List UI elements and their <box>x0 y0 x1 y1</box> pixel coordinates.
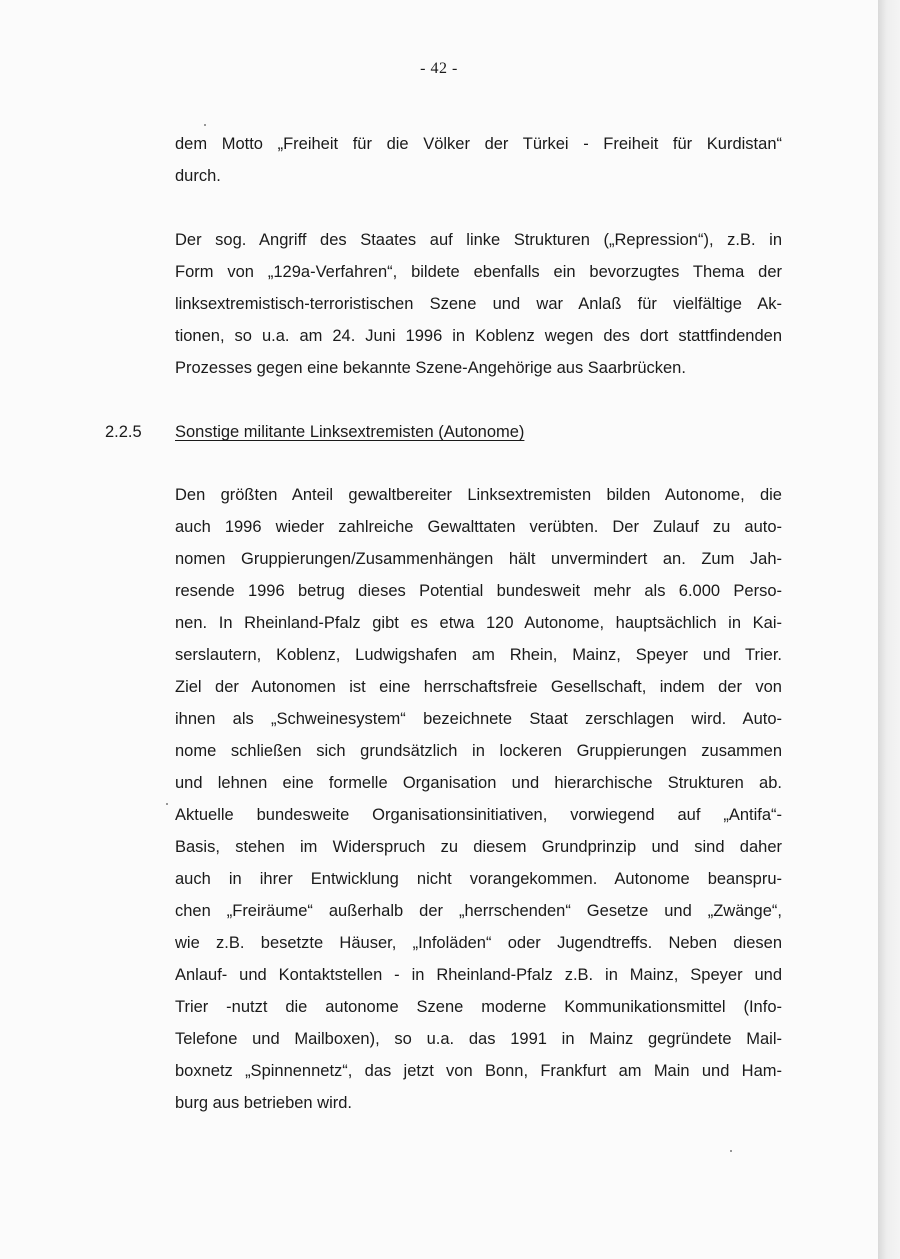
text-line: Trier -nutzt die autonome Szene moderne Kommunikationsmittel (Info- <box>175 998 782 1016</box>
text-line: Aktuelle bundesweite Organisationsinitiativen, vorwiegend auf „Antifa“- <box>175 806 782 824</box>
text-line: nome schließen sich grundsätzlich in lockeren Gruppierungen zusammen <box>175 742 782 760</box>
text-line: auch 1996 wieder zahlreiche Gewalttaten verübten. Der Zulauf zu auto- <box>175 518 782 536</box>
text-line: serslautern, Koblenz, Ludwigshafen am Rhein, Mainz, Speyer und Trier. <box>175 646 782 664</box>
text-line: Der sog. Angriff des Staates auf linke Strukturen („Repression“), z.B. in <box>175 231 782 249</box>
text-line: Basis, stehen im Widerspruch zu diesem Grundprinzip und sind daher <box>175 838 782 856</box>
section-number: 2.2.5 <box>105 423 142 441</box>
paragraph-autonome <box>175 479 782 1119</box>
scan-speck <box>204 124 206 126</box>
text-line: Anlauf- und Kontaktstellen - in Rheinland-Pfalz z.B. in Mainz, Speyer und <box>175 966 782 984</box>
page-number: - 42 - <box>420 60 458 77</box>
text-line: tionen, so u.a. am 24. Juni 1996 in Koblenz wegen des dort stattfindenden <box>175 327 782 345</box>
scan-speck <box>730 1150 732 1152</box>
text-line: Prozesses gegen eine bekannte Szene-Angehörige aus Saarbrücken. <box>175 359 686 377</box>
text-line: nen. In Rheinland-Pfalz gibt es etwa 120 Autonome, hauptsächlich in Kai- <box>175 614 782 632</box>
text-line: burg aus betrieben wird. <box>175 1094 353 1112</box>
text-line: durch. <box>175 167 221 185</box>
paragraph-repression <box>175 224 782 384</box>
text-line: boxnetz „Spinnennetz“, das jetzt von Bonn, Frankfurt am Main und Ham- <box>175 1062 782 1080</box>
text-line: Telefone und Mailboxen), so u.a. das 1991 in Mainz gegründete Mail- <box>175 1030 782 1048</box>
text-line: auch in ihrer Entwicklung nicht vorangekommen. Autonome beanspru- <box>175 870 782 888</box>
text-line: Ziel der Autonomen ist eine herrschaftsfreie Gesellschaft, indem der von <box>175 678 782 696</box>
page-edge-shadow <box>878 0 900 1259</box>
scan-speck <box>166 803 168 805</box>
text-line: ihnen als „Schweinesystem“ bezeichnete Staat zerschlagen wird. Auto- <box>175 710 782 728</box>
text-line: Form von „129a-Verfahren“, bildete ebenfalls ein bevorzugtes Thema der <box>175 263 782 281</box>
text-line: Den größten Anteil gewaltbereiter Linksextremisten bilden Autonome, die <box>175 486 782 504</box>
text-line: resende 1996 betrug dieses Potential bundesweit mehr als 6.000 Perso- <box>175 582 782 600</box>
text-line: dem Motto „Freiheit für die Völker der Türkei - Freiheit für Kurdistan“ <box>175 135 782 153</box>
text-line: wie z.B. besetzte Häuser, „Infoläden“ oder Jugendtreffs. Neben diesen <box>175 934 782 952</box>
text-line: nomen Gruppierungen/Zusammenhängen hält unvermindert an. Zum Jah- <box>175 550 782 568</box>
text-line: linksextremistisch-terroristischen Szene und war Anlaß für vielfältige Ak- <box>175 295 782 313</box>
text-line: chen „Freiräume“ außerhalb der „herrschenden“ Gesetze und „Zwänge“, <box>175 902 782 920</box>
section-title: Sonstige militante Linksextremisten (Autonome) <box>175 423 525 441</box>
text-line: und lehnen eine formelle Organisation und hierarchische Strukturen ab. <box>175 774 782 792</box>
paragraph-motto-continuation <box>175 128 782 192</box>
